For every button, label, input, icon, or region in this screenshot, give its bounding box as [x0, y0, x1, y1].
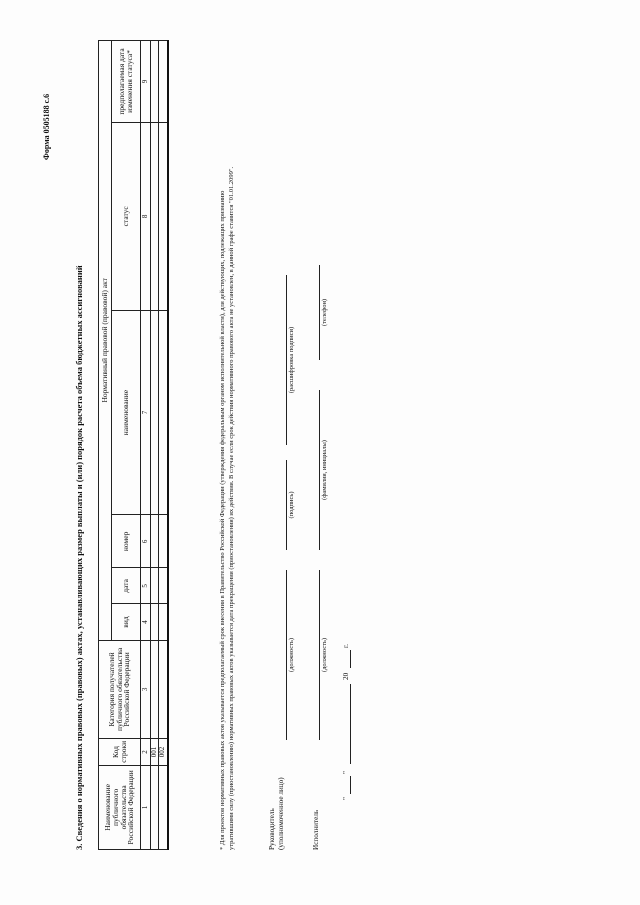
- cell[interactable]: [159, 604, 168, 640]
- cell[interactable]: [151, 515, 159, 568]
- executor-position-caption: (должность): [321, 637, 328, 673]
- col-number: 7: [141, 310, 151, 515]
- table-row: [159, 41, 168, 850]
- col-number: 8: [141, 122, 151, 310]
- section-title: 3. Сведения о нормативных правовых (правовых) актах, устанавливающих размер выплаты и (или) порядок расчета объема бюджетных ассигнований: [74, 265, 84, 850]
- header-number: номер: [112, 515, 141, 568]
- cell[interactable]: [159, 515, 168, 568]
- head-decoding-line[interactable]: [286, 275, 287, 445]
- executor-label: Исполнитель: [312, 809, 320, 850]
- cell[interactable]: [151, 41, 159, 123]
- date-year-line[interactable]: [350, 650, 351, 668]
- cell[interactable]: [159, 122, 168, 310]
- cell[interactable]: [151, 765, 159, 849]
- header-name: Наименование публичного обязательства Российской Федерации: [99, 765, 141, 849]
- head-label: Руководитель: [268, 808, 276, 850]
- executor-name-line[interactable]: [319, 390, 320, 550]
- date-year-prefix: 20: [342, 672, 350, 680]
- executor-phone-line[interactable]: [319, 265, 320, 360]
- header-code: Код строки: [99, 739, 141, 765]
- col-number: 4: [141, 604, 151, 640]
- cell[interactable]: [151, 568, 159, 604]
- cell[interactable]: [159, 310, 168, 515]
- header-date: дата: [112, 568, 141, 604]
- date-quote-close: ": [342, 771, 350, 774]
- cell[interactable]: [159, 765, 168, 849]
- position-caption: (должность): [288, 637, 295, 673]
- col-number: 9: [141, 41, 151, 123]
- head-signature-line[interactable]: [286, 460, 287, 550]
- date-quote-open: ": [342, 797, 350, 800]
- cell[interactable]: [151, 310, 159, 515]
- date-year-suffix: г.: [342, 644, 350, 648]
- col-number: 6: [141, 515, 151, 568]
- date-day-line[interactable]: [350, 776, 351, 794]
- col-number: 2: [141, 739, 151, 765]
- date-month-line[interactable]: [350, 684, 351, 764]
- signature-caption: (подпись): [288, 491, 295, 519]
- header-type: вид: [112, 604, 141, 640]
- phone-caption: (телефон): [321, 298, 328, 327]
- header-status: статус: [112, 122, 141, 310]
- executor-position-line[interactable]: [319, 570, 320, 740]
- decoding-caption: (расшифровка подписи): [288, 326, 295, 394]
- cell[interactable]: [159, 568, 168, 604]
- cell[interactable]: [151, 640, 159, 739]
- col-number: 1: [141, 765, 151, 849]
- normative-acts-table: [98, 40, 169, 850]
- cell[interactable]: [159, 640, 168, 739]
- cell[interactable]: [151, 122, 159, 310]
- footnote: * Для проектов нормативных правовых актов указывается предполагаемый срок внесения в Правительство Российской Федерации (утверждения федеральным органом исполнительной власти), для действующих, подлежащих признанию утратившими силу (приостановлению) нормативных правовых актов указывается дата прекращения (приостановления) их действия. В случае если срок действия нормативного правового акта не установлен, в данной графе ставится "01.01.2099".: [219, 166, 236, 850]
- header-expected-date: предполагаемая дата изменения статуса*: [112, 41, 141, 123]
- col-number: 5: [141, 568, 151, 604]
- header-category: Категория получателей публичного обязательства Российской Федерации: [99, 640, 141, 739]
- col-number: 3: [141, 640, 151, 739]
- name-caption: (фамилия, инициалы): [321, 440, 328, 500]
- row-code: 002: [159, 739, 168, 765]
- header-act-group: Нормативный правовой (правовой) акт: [99, 41, 112, 641]
- table-row: [151, 41, 159, 850]
- form-reference: Форма 0505188 с.6: [42, 93, 51, 160]
- header-title: наименование: [112, 310, 141, 515]
- row-code: 001: [151, 739, 159, 765]
- head-position-line[interactable]: [286, 570, 287, 740]
- cell[interactable]: [159, 41, 168, 123]
- head-sublabel: (уполномоченное лицо): [277, 777, 285, 850]
- document-sheet: [40, 50, 600, 850]
- cell[interactable]: [151, 604, 159, 640]
